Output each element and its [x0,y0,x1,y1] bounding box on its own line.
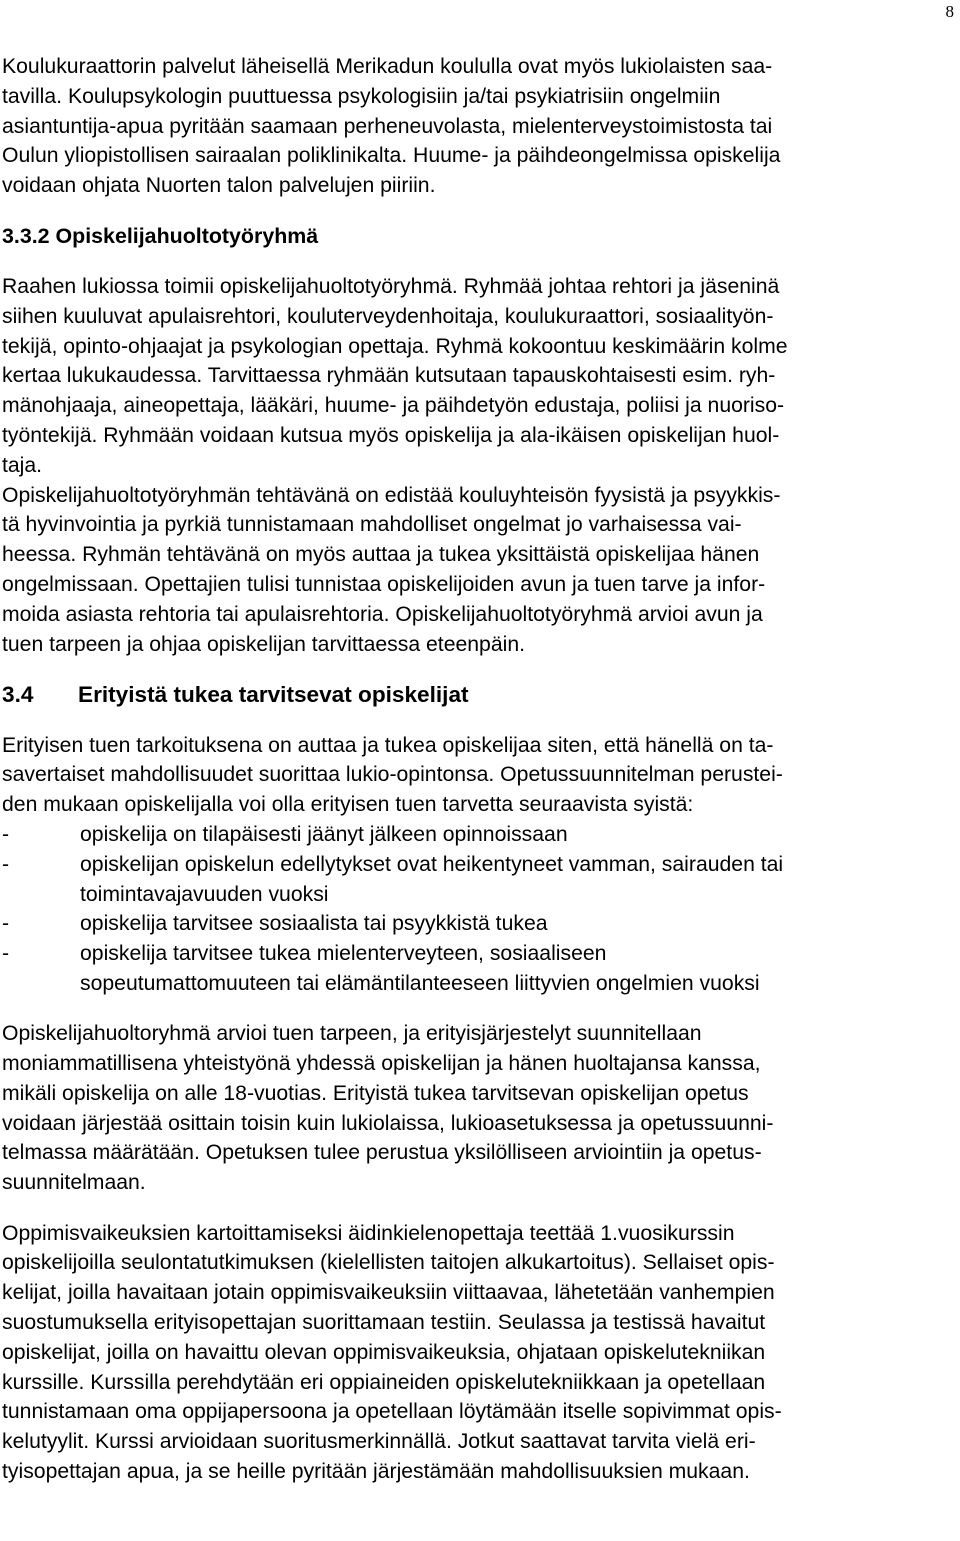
text-line: Erityisen tuen tarkoituksena on auttaa ja tukea opiskelijaa siten, että hänellä on ta- [2,733,774,757]
paragraph-counselor-services [2,52,954,201]
spacer [2,999,954,1020]
list-item-text: opiskelija on tilapäisesti jäänyt jälkeen opinnoissaan [80,822,568,846]
section-heading-3-3-2: 3.3.2 Opiskelijahuoltotyöryhmä [2,223,319,248]
text-line: den mukaan opiskelijalla voi olla erityisen tuen tarvetta seuraavista syistä: [2,793,694,817]
text-line: Oulun yliopistollisen sairaalan poliklinikalta. Huume- ja päihdeongelmissa opiskelija [2,144,781,168]
paragraph-support-assessment [2,1019,954,1198]
page-number: 8 [945,2,954,21]
list-item-text: opiskelija tarvitsee sosiaalista tai psyykkistä tukea [80,912,548,936]
text-line: voidaan järjestää osittain toisin kuin lukiolaissa, lukioasetuksessa ja opetussuunni- [2,1111,774,1135]
spacer [2,1198,954,1219]
list-dash: - [2,852,10,876]
list-dash: - [2,912,10,936]
list-item-text: opiskelija tarvitsee tukea mielenterveyteen, sosiaaliseen [80,942,607,966]
text-line: siihen kuuluvat apulaisrehtori, kouluterveydenhoitaja, koulukuraattori, sosiaalityön- [2,304,774,328]
spacer [2,659,954,680]
list-item-text: sopeutumattomuuteen tai elämäntilanteeseen liittyvien ongelmien vuoksi [80,971,760,995]
list-dash: - [2,822,10,846]
text-line: mänohjaaja, aineopettaja, lääkäri, huume- ja päihdetyön edustaja, poliisi ja nuoriso- [2,394,785,418]
text-line: ongelmissaan. Opettajien tulisi tunnistaa opiskelijoiden avun ja tuen tarve ja infor- [2,572,766,596]
section-title: Erityistä tukea tarvitsevat opiskelijat [78,681,469,707]
text-line: mikäli opiskelija on alle 18-vuotias. Erityistä tukea tarvitsevan opiskelijan opetus [2,1081,749,1105]
text-line: tyisopettajan apua, ja se heille pyritään järjestämään mahdollisuuksien mukaan. [2,1460,750,1484]
text-line: Opiskelijahuoltoryhmä arvioi tuen tarpeen, ja erityisjärjestelyt suunnitellaan [2,1022,702,1046]
spacer [2,710,954,731]
paragraph-student-welfare-group [2,272,954,659]
list-item-text: toimintavajavuuden vuoksi [80,882,329,906]
text-line: tuen tarpeen ja ohjaa opiskelijan tarvittaessa eteenpäin. [2,632,525,656]
text-line: opiskelijoilla seulontatutkimuksen (kielellisten taitojen alkukartoitus). Sellaiset opis- [2,1251,775,1275]
text-line: Oppimisvaikeuksien kartoittamiseksi äidinkielenopettaja teettää 1.vuosikurssin [2,1221,735,1245]
list-item [2,939,954,999]
text-line: telmassa määrätään. Opetuksen tulee perustua yksilölliseen arviointiin ja opetus- [2,1141,762,1165]
text-line: Opiskelijahuoltotyöryhmän tehtävänä on edistää kouluyhteisön fyysistä ja psyykkis- [2,483,781,507]
text-line: kurssille. Kurssilla perehdytään eri oppiaineiden opiskelutekniikkaan ja opetellaan [2,1370,766,1394]
section-number: 3.4 [2,681,34,707]
text-line: suunnitelmaan. [2,1171,146,1195]
page-content [2,52,954,1487]
text-line: tä hyvinvointia ja pyrkiä tunnistamaan mahdolliset ongelmat jo varhaisessa vai- [2,513,742,537]
text-line: heessa. Ryhmän tehtävänä on myös auttaa ja tukea yksittäistä opiskelijaa hänen [2,543,760,567]
text-line: tunnistamaan oma oppijapersoona ja opetellaan löytämään itselle sopivimmat opis- [2,1400,782,1424]
paragraph-learning-difficulties [2,1219,954,1487]
text-line: kelutyylit. Kurssi arvioidaan suoritusmerkinnällä. Jotkut saattavat tarvita vielä eri- [2,1430,756,1454]
text-line: opiskelijat, joilla on havaittu olevan oppimisvaikeuksia, ohjataan opiskelutekniikan [2,1340,766,1364]
text-line: asiantuntija-apua pyritään saamaan perheneuvolasta, mielenterveystoimistosta tai [2,114,773,138]
list-item [2,909,954,939]
text-line: suostumuksella erityisopettajan suorittamaan testiin. Seulassa ja testissä havaitut [2,1311,766,1335]
spacer [2,201,954,222]
text-line: savertaiset mahdollisuudet suorittaa lukio-opintonsa. Opetussuunnitelman perustei- [2,763,783,787]
text-line: työntekijä. Ryhmään voidaan kutsua myös opiskelija ja ala-ikäisen opiskelijan huol- [2,423,780,447]
list-item [2,820,954,850]
text-line: kelijat, joilla havaitaan jotain oppimisvaikeuksiin viittaavaa, lähetetään vanhempien [2,1281,775,1305]
text-line: kertaa lukukaudessa. Tarvittaessa ryhmään kutsutaan tapauskohtaisesti esim. ryh- [2,364,776,388]
section-heading-3-4 [2,680,954,710]
list-item [2,850,954,910]
list-dash: - [2,942,10,966]
text-line: Raahen lukiossa toimii opiskelijahuoltotyöryhmä. Ryhmää johtaa rehtori ja jäseninä [2,274,780,298]
text-line: tekijä, opinto-ohjaajat ja psykologian opettaja. Ryhmä kokoontuu keskimäärin kolme [2,334,788,358]
text-line: Koulukuraattorin palvelut läheisellä Merikadun koululla ovat myös lukiolaisten saa- [2,55,773,78]
paragraph-special-support [2,731,954,820]
text-line: tavilla. Koulupsykologin puuttuessa psykologisiin ja/tai psykiatrisiin ongelmiin [2,84,721,108]
text-line: moida asiasta rehtoria tai apulaisrehtoria. Opiskelijahuoltotyöryhmä arvioi avun ja [2,602,763,626]
text-line: voidaan ohjata Nuorten talon palvelujen piiriin. [2,174,436,198]
support-reasons-list [2,820,954,999]
text-line: moniammatillisena yhteistyönä yhdessä opiskelijan ja hänen huoltajansa kanssa, [2,1052,761,1076]
list-item-text: opiskelijan opiskelun edellytykset ovat heikentyneet vamman, sairauden tai [80,852,784,876]
text-line: taja. [2,453,43,477]
spacer [2,251,954,272]
